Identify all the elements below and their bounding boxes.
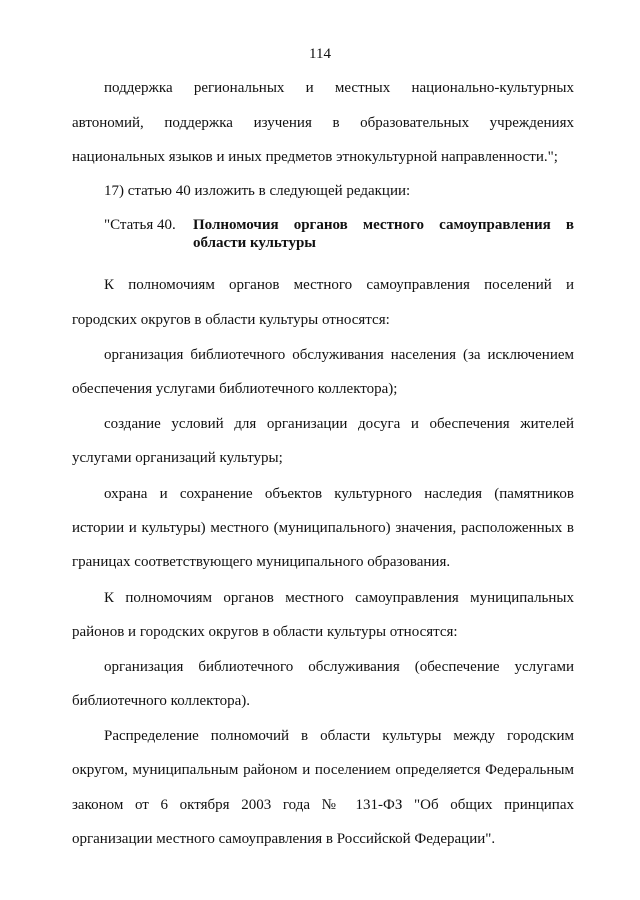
- paragraph-line: автономий, поддержка изучения в образовательных учреждениях: [72, 115, 574, 131]
- paragraph-line: К полномочиям органов местного самоуправления муниципальных: [104, 590, 574, 606]
- paragraph-line: Распределение полномочий в области культуры между городским: [104, 728, 574, 744]
- article-label: "Статья 40.: [104, 217, 176, 233]
- paragraph-line: создание условий для организации досуга и обеспечения жителей: [104, 416, 574, 432]
- paragraph-line: городских округов в области культуры относятся:: [72, 312, 390, 328]
- paragraph-line: законом от 6 октября 2003 года № 131-ФЗ "Об общих принципах: [72, 797, 574, 813]
- paragraph-line: 17) статью 40 изложить в следующей редакции:: [104, 183, 411, 199]
- paragraph-line: библиотечного коллектора).: [72, 693, 250, 709]
- paragraph-line: районов и городских округов в области культуры относятся:: [72, 624, 458, 640]
- paragraph-line: поддержка региональных и местных национально-культурных: [104, 80, 574, 96]
- paragraph-line: границах соответствующего муниципального образования.: [72, 554, 451, 570]
- paragraph-line: округом, муниципальным районом и поселением определяется Федеральным: [72, 762, 574, 778]
- article-title-line: области культуры: [193, 235, 317, 251]
- paragraph-line: обеспечения услугами библиотечного коллектора);: [72, 381, 398, 397]
- article-title-line: Полномочия органов местного самоуправления в: [193, 217, 574, 233]
- paragraph-line: организации местного самоуправления в Российской Федерации".: [72, 831, 496, 847]
- paragraph-line: охрана и сохранение объектов культурного наследия (памятников: [104, 486, 574, 502]
- paragraph-line: организация библиотечного обслуживания (обеспечение услугами: [104, 659, 574, 675]
- page-number: 114: [309, 46, 331, 62]
- paragraph-line: К полномочиям органов местного самоуправления поселений и: [104, 277, 574, 293]
- paragraph-line: национальных языков и иных предметов этнокультурной направленности.";: [72, 149, 558, 165]
- paragraph-line: истории и культуры) местного (муниципального) значения, расположенных в: [72, 520, 574, 536]
- paragraph-line: организация библиотечного обслуживания населения (за исключением: [104, 347, 574, 363]
- paragraph-line: услугами организаций культуры;: [72, 450, 283, 466]
